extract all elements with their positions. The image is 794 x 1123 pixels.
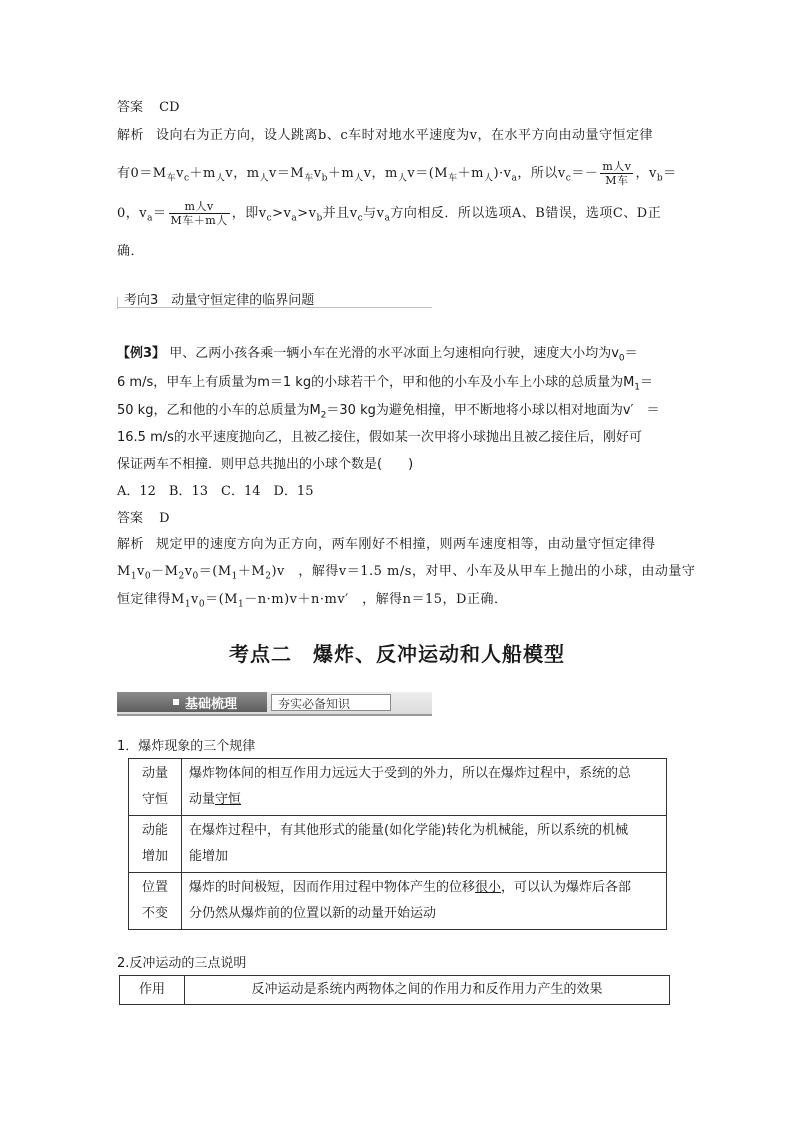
text-part: ＝(M: [205, 592, 239, 607]
text-part: 并且v: [322, 206, 358, 221]
rule-key: [129, 759, 182, 816]
subscript: 人: [215, 173, 226, 184]
rule-key: [129, 816, 182, 873]
note-value: 反冲运动是系统内两物体之间的作用力和反作用力产生的效果: [185, 976, 670, 1005]
subscript: 车: [304, 173, 314, 184]
recoil-notes-table: [119, 975, 670, 1005]
subscript: b: [321, 173, 328, 184]
explosion-rules-table: [128, 758, 667, 930]
analysis-2-line-1: [117, 533, 656, 552]
subscript: 2: [178, 571, 185, 582]
rule-value: [182, 816, 667, 873]
example-3-line-4: [117, 426, 642, 445]
subscript: a: [511, 173, 518, 184]
text-part: ＋m: [189, 166, 216, 181]
subscript: c: [266, 213, 273, 224]
example-label: 【例3】: [117, 346, 166, 361]
subscript: 0: [144, 571, 152, 582]
text-part: ，v: [635, 166, 657, 181]
text-part: )v ，解得v＝1.5 m/s，对甲、小车及从甲车上抛出的小球，由动量守: [271, 564, 696, 579]
analysis-1-line-2: [117, 160, 677, 187]
fraction-numerator: m人v: [602, 160, 632, 173]
text-part: v: [191, 592, 199, 607]
text-part: －n·m)v＋n·mv′ ，解得n＝15，D正确．: [244, 592, 508, 607]
rule-text: ，可以认为爆炸后各部: [501, 880, 632, 895]
banner-light-tab: [271, 694, 391, 711]
subscript: 1: [231, 571, 238, 582]
fraction: [169, 200, 230, 227]
text-part: >v: [297, 206, 317, 221]
rule-text: 爆炸的时间极短，因而作用过程中物体产生的位移: [189, 880, 476, 895]
subscript: b: [316, 213, 323, 224]
answer-label: 答案: [117, 511, 144, 526]
rule-key-line: 增加: [141, 849, 168, 864]
analysis-1-line-3: [117, 200, 661, 227]
analysis-2-line-2: [117, 560, 695, 582]
rule-text: 爆炸物体间的相互作用力远远大于受到的外力，所以在爆炸过程中，系统的总: [189, 766, 632, 781]
analysis-label: 解析: [117, 128, 145, 143]
answer-value: CD: [159, 100, 180, 115]
subscript: 1: [130, 571, 138, 582]
analysis-2-line-3: [117, 588, 507, 610]
example-3-line-3: [117, 399, 660, 421]
fraction-denominator: M车＋m人: [170, 214, 228, 227]
subscript: 0: [618, 353, 625, 364]
text-part: 甲、乙两小孩各乘一辆小车在光滑的水平冰面上匀速相向行驶，速度大小均为v: [169, 346, 619, 361]
text-part: v，m: [363, 166, 398, 181]
subscript: a: [147, 213, 153, 224]
fraction: [600, 160, 633, 187]
subscript: b: [656, 173, 664, 184]
text-part: 保证两车不相撞．则甲总共抛出的小球个数是( ): [117, 457, 414, 472]
answer-label: 答案: [117, 100, 144, 115]
text-part: )·v: [493, 166, 512, 181]
rule-key-line: 不变: [141, 906, 168, 921]
text-part: v: [313, 166, 322, 181]
text-part: ＝(M: [198, 564, 232, 579]
rule-key-line: 位置: [141, 880, 168, 895]
text-part: 16.5 m/s的水平速度抛向乙，且被乙接住，假如某一次甲将小球抛出且被乙接住后，刚好可: [117, 430, 642, 445]
rule-value: [182, 759, 667, 816]
text-part: ＋m: [457, 166, 484, 181]
basic-review-banner: [117, 692, 432, 716]
rule-key: [129, 873, 182, 930]
analysis-text: 设向右为正方向，设人跳离b、c车时对地水平速度为v，在水平方向由动量守恒定律: [156, 128, 653, 143]
square-bullet-icon: [173, 699, 179, 705]
section-heading: 考点二 爆炸、反冲运动和人船模型: [229, 642, 565, 666]
text-part: ，所以v: [517, 166, 566, 181]
options-text: A．12 B．13 C．14 D．15: [117, 484, 314, 499]
table-row: [120, 976, 670, 1005]
table-row: [129, 873, 667, 930]
text-part: ＝: [624, 346, 638, 361]
text-part: 确．: [117, 244, 145, 259]
text-part: 恒定律得M: [117, 592, 185, 607]
subscript: a: [384, 213, 391, 224]
rule-text: 在爆炸过程中，有其他形式的能量(如化学能)转化为机械能，所以系统的机械: [189, 823, 629, 838]
analysis-1-line-4: [117, 240, 144, 259]
subscript: a: [291, 213, 298, 224]
text-part: ＋m: [327, 166, 355, 181]
topic-tab-title: 考向3 动量守恒定律的临界问题: [124, 293, 315, 308]
rule-text: 增加: [202, 849, 229, 864]
subscript: c: [357, 213, 364, 224]
text-part: 规定甲的速度方向为正方向，两车刚好不相撞，则两车速度相等，由动量守恒定律得: [156, 537, 656, 552]
text-part: 有0＝M: [117, 166, 167, 181]
subscript: c: [183, 173, 190, 184]
subscript: c: [565, 173, 572, 184]
text-part: ＝30 kg为避免相撞，甲不断地将小球以相对地面为v′ ＝: [326, 403, 660, 418]
rule-text: 动量: [189, 792, 216, 807]
text-part: 50 kg，乙和他的小车的总质量为M: [117, 403, 321, 418]
section-2-title: 2.反冲运动的三点说明: [117, 956, 247, 971]
text-part: M: [117, 564, 131, 579]
subscript: 车: [448, 173, 458, 184]
subscript: 1: [634, 382, 641, 393]
analysis-label: 解析: [117, 537, 145, 552]
subscript: 人: [259, 173, 270, 184]
example-3-options: [117, 480, 313, 499]
underlined-term: 守恒: [215, 792, 242, 807]
text-part: ＋M: [237, 564, 266, 579]
rule-text: 分仍然从爆炸前的位置以新的动量开始运动: [189, 906, 437, 921]
rule-value: [182, 873, 667, 930]
subscript: 2: [320, 410, 327, 421]
fraction-denominator: M车: [605, 174, 629, 187]
subscript: 2: [265, 571, 272, 582]
answer-value: D: [159, 511, 170, 526]
topic-tab-header: [117, 287, 432, 309]
example-3-line-1: [117, 342, 638, 364]
text-part: v: [184, 564, 193, 579]
text-part: 与v: [363, 206, 385, 221]
rule-text: 能: [189, 849, 203, 864]
text-part: 方向相反．所以选项A、B错误，选项C、D正: [390, 206, 662, 221]
underlined-term: 很小: [475, 880, 502, 895]
text-part: ，即v: [231, 206, 267, 221]
text-part: ＝: [153, 206, 167, 221]
text-part: v＝M: [269, 166, 305, 181]
fraction-numerator: m人v: [169, 200, 230, 214]
table-row: [129, 816, 667, 873]
rule-key-line: 动量: [141, 766, 168, 781]
text-part: 0，v: [117, 206, 148, 221]
rule-key-line: 动能: [141, 823, 168, 838]
section-1-title: 1．爆炸现象的三个规律: [117, 739, 256, 754]
subscript: 1: [238, 599, 245, 610]
banner-light-label: 夯实必备知识: [278, 697, 351, 711]
rule-key-line: 守恒: [141, 792, 168, 807]
subscript: 0: [198, 599, 206, 610]
subscript: 1: [184, 599, 192, 610]
answer-1: [117, 96, 180, 115]
table-row: [129, 759, 667, 816]
answer-2: [117, 507, 170, 526]
text-part: ＝: [663, 166, 677, 181]
subscript: 0: [192, 571, 199, 582]
banner-dark-label: 基础梳理: [185, 697, 238, 712]
text-part: ＝: [640, 375, 654, 390]
text-part: >v: [272, 206, 292, 221]
text-part: v: [137, 564, 145, 579]
subscript: 人: [397, 173, 408, 184]
example-3-line-2: [117, 371, 653, 393]
subscript: 人: [354, 173, 364, 184]
divider: [117, 297, 118, 309]
note-key: 作用: [120, 976, 185, 1005]
subscript: 车: [166, 173, 177, 184]
text-part: v，m: [225, 166, 260, 181]
subscript: 人: [483, 173, 494, 184]
text-part: －M: [151, 564, 179, 579]
example-3-line-5: [117, 453, 413, 472]
text-part: 6 m/s，甲车上有质量为m＝1 kg的小球若干个，甲和他的小车及小车上小球的总质量为M: [117, 375, 635, 390]
analysis-1-line-1: [117, 124, 653, 143]
text-part: ＝－: [571, 166, 599, 181]
text-part: v: [176, 166, 184, 181]
banner-dark-tab: [117, 692, 267, 712]
text-part: v＝(M: [407, 166, 449, 181]
